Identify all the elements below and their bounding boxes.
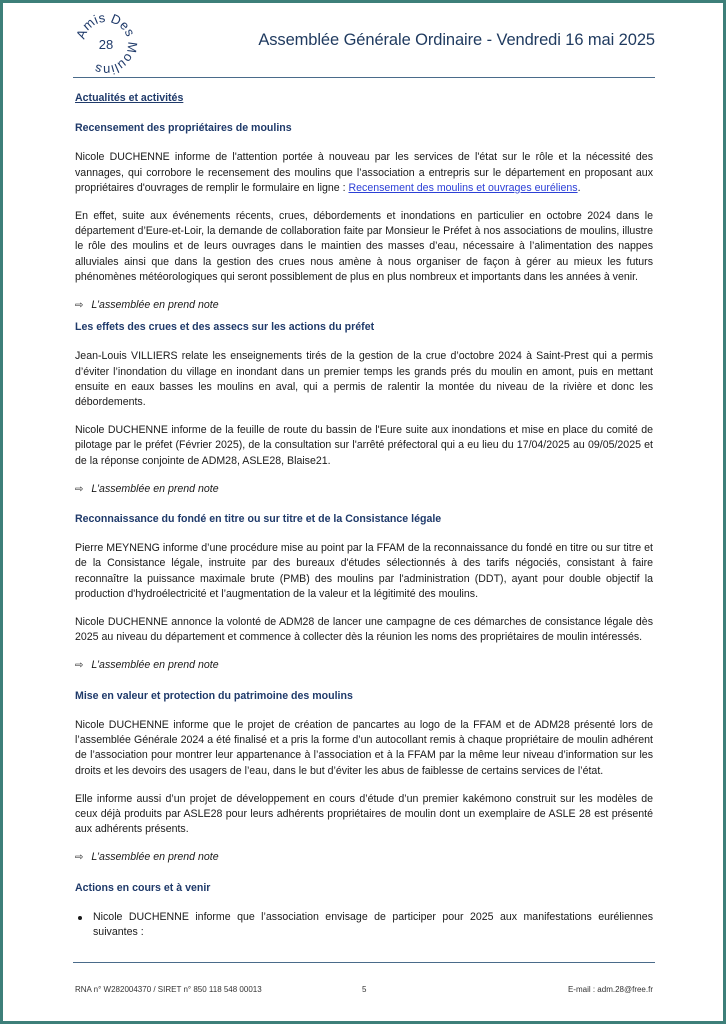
arrow-right-icon: ⇨ (75, 300, 84, 312)
paragraph: Nicole DUCHENNE annonce la volonté de ADM28 de lancer une campagne de ces démarches de consistance légale dès 2025 au niveau du département et commence à collecter dès la réunion les noms des propriétaires de moulin intéressés. (75, 616, 653, 644)
section-heading: Recensement des propriétaires de moulins (75, 122, 292, 135)
bullet-list (75, 910, 653, 940)
paragraph: Nicole DUCHENNE informe que le projet de création de pancartes au logo de la FFAM et de ADM28 présenté lors de l’assemblée Générale 2024 a été finalisé et a pris la forme d’un autocollant remis à chaque propriétaire de moulin adhérent de l’association pour montrer leur appartenance à l’association et à la FFAM par la même leur niveau d’information sur les droits et les devoirs des usagers de l’eau, dans le but d’éviter les abus de faiblesse de certains services de l’état. (75, 718, 653, 777)
section-heading: Mise en valeur et protection du patrimoine des moulins (75, 689, 353, 702)
section-heading: Actions en cours et à venir (75, 881, 211, 894)
paragraph: En effet, suite aux événements récents, crues, débordements et inondations en particulier en octobre 2024 dans le département d’Eure-et-Loir, la demande de collaboration faite par Monsieur le Préfet à nos associations de moulins, illustre le rôle des moulins et de leurs ouvrages dans le maintien des masses d’eau, nécessaire à l’alimentation des nappes alluviales ainsi que dans la gestion des crues nous amène à nous organiser de façon à gérer au mieux les futurs phénomènes météorologiques qui seront possiblement de plus en plus nombreux et importants dans les années à venir. (75, 210, 653, 283)
note-text: L’assemblée en prend note (91, 299, 219, 312)
logo-number: 28 (98, 37, 114, 52)
note-text: L’assemblée en prend note (91, 482, 219, 495)
section-heading: Reconnaissance du fondé en titre ou sur titre et de la Consistance légale (75, 513, 442, 526)
list-item-text: Nicole DUCHENNE informe que l’association envisage de participer pour 2025 aux manifestations euréliennes suivantes : (93, 910, 653, 938)
arrow-right-icon: ⇨ (75, 852, 84, 864)
registration-info: RNA n° W282004370 / SIRET n° 850 118 548 00013 (75, 985, 262, 994)
note-text: L’assemblée en prend note (91, 851, 219, 864)
arrow-right-icon: ⇨ (75, 483, 84, 495)
paragraph (75, 150, 653, 196)
page-number: 5 (362, 985, 367, 994)
arrow-right-icon: ⇨ (75, 660, 84, 672)
paragraph-text: Nicole DUCHENNE informe de l'attention portée à nouveau par les services de l'état sur le rôle et la nécessité des vannages, qui corrobore le recensement des moulins que l’association a entrepris sur le département en proposant aux propriétaires d'ouvrages de remplir le formulaire en ligne : (75, 151, 653, 194)
assembly-note (75, 482, 653, 497)
note-text: L’assemblée en prend note (91, 659, 219, 672)
assembly-note (75, 850, 653, 865)
section-heading: Les effets des crues et des assecs sur les actions du préfet (75, 321, 375, 334)
footer-divider (73, 962, 655, 963)
header-divider (73, 77, 655, 78)
bullet-icon (78, 916, 82, 920)
paragraph: Nicole DUCHENNE informe de la feuille de route du bassin de l'Eure suite aux inondations et mise en place du comité de pilotage par le préfet (Février 2025), de la consultation sur l'arrêté préfectoral qui a eu lieu du 17/04/2025 au 09/05/2025 et de la réponse conjointe de ADM28, ASLE28, Blaise21. (75, 424, 653, 467)
assembly-note (75, 298, 653, 313)
assembly-note (75, 658, 653, 673)
document-body (75, 91, 653, 940)
logo-icon (73, 11, 139, 77)
page-footer (75, 985, 653, 997)
main-heading: Actualités et activités (75, 92, 184, 104)
logo-arc-text: Amis Des Moulins (73, 11, 139, 77)
list-item (75, 910, 653, 940)
paragraph-text: . (577, 181, 581, 194)
document-title: Assemblée Générale Ordinaire - Vendredi 16 mai 2025 (258, 31, 655, 49)
contact-email: E-mail : adm.28@free.fr (567, 985, 653, 994)
association-logo (73, 11, 139, 77)
paragraph: Elle informe aussi d’un projet de développement en cours d’étude d’un premier kakémono construit sur les modèles de ceux déjà produits par ASLE28 pour leurs adhérents propriétaires de moulin dont un exemplaire de ASLE 28 est présenté aux adhérents présents. (75, 792, 653, 836)
paragraph: Pierre MEYNENG informe d’une procédure mise au point par la FFAM de la reconnaissance du fondé en titre ou sur titre et de la Consistance légale, instruite par des bureaux d'études sélectionnés à des tarifs négociés, consistant à faire reconnaître la puissance maximale brute (PMB) des moulins par l'administration (DDT), ayant pour double objectif la production d'hydroélectricité et l’augmentation de la valeur et la légitimité des moulins. (75, 542, 653, 600)
census-form-link[interactable]: Recensement des moulins et ouvrages euréliens (348, 181, 578, 194)
paragraph: Jean-Louis VILLIERS relate les enseignements tirés de la gestion de la crue d’octobre 2024 à Saint-Prest qui a permis d’éviter l’inondation du village en inondant dans un premier temps les grands prés du moulin en amont, puis en mettant ensuite en eaux basses les moulins en aval, qui a permis de ralentir la montée du niveau de la rivière et donc les débordements. (75, 350, 653, 409)
